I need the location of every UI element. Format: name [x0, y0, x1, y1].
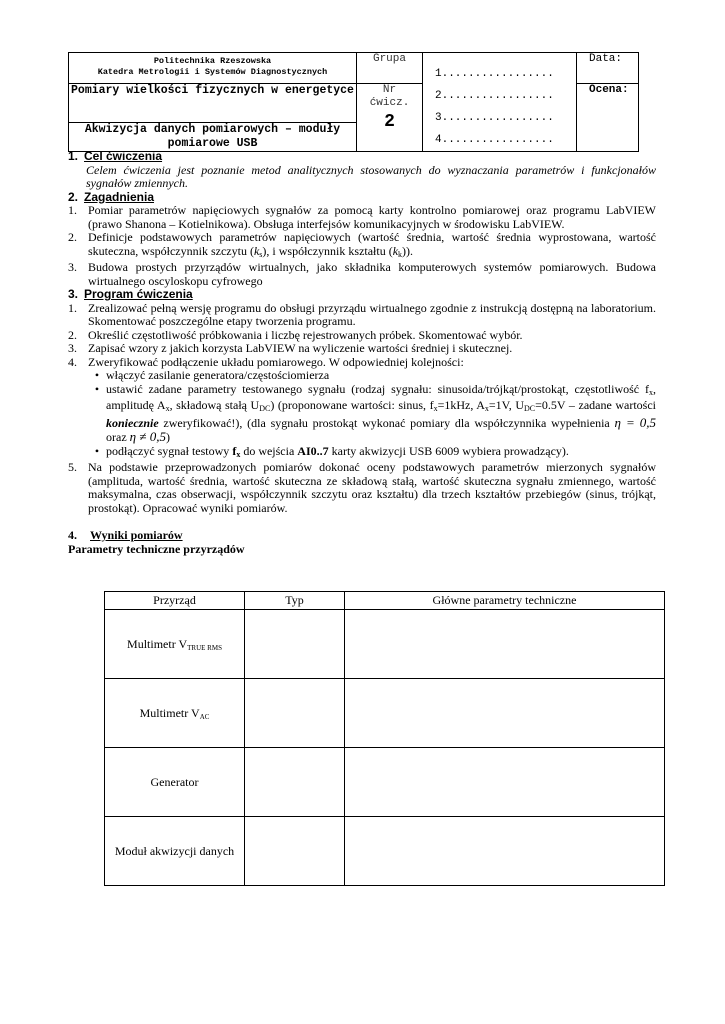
subject-cell: [69, 84, 357, 123]
section-4-title: Wyniki pomiarów: [90, 528, 183, 542]
column-header: Typ: [245, 592, 345, 610]
subject-title: Pomiary wielkości fizycznych w energetyce: [71, 84, 354, 97]
grade-label: Ocena:: [589, 84, 629, 96]
student-name-4: 4.................: [435, 134, 554, 146]
section-3-heading: 3. Program ćwiczenia: [68, 287, 193, 301]
exercise-number-label-1: Nr: [382, 84, 397, 96]
group-label: Grupa: [372, 53, 406, 65]
exercise-number-cell: [357, 84, 423, 152]
student-name-3: 3.................: [435, 112, 554, 124]
bullet-item: • włączyć zasilanie generatora/częstościomierza: [68, 369, 656, 383]
document-body: [68, 150, 656, 556]
list-item: 5. Na podstawie przeprowadzonych pomiarów dokonać oceny podstawowych parametrów mierzonych sygnałów (amplituda, wartość średnia, wartość skuteczna ze składową stałą, wartość skuteczna sygnału zmiennego, wartość maksymalna, czas obserwacji, współczynnik szczytu oraz kształtu) dla trzech kształtów przebiegów (sinus, trójkąt, prostokąt). Opracować wyniki pomiarów.: [68, 460, 656, 515]
table-row: [105, 748, 665, 817]
table-row: [105, 817, 665, 886]
section-2-title: Zagadnienia: [84, 189, 155, 204]
department-name: Katedra Metrologii i Systemów Diagnostycznych: [97, 67, 328, 77]
parameters-cell[interactable]: [345, 817, 665, 886]
exercise-title-cell: [69, 123, 357, 152]
date-cell: [577, 53, 639, 84]
section-2-heading: 2. Zagadnienia: [68, 189, 155, 204]
section-4-heading: 4. Wyniki pomiarów: [68, 528, 183, 542]
list-item: 3. Zapisać wzory z jakich korzysta LabVIEW na wyliczenie wartości średniej i skutecznej.: [68, 341, 513, 355]
type-cell[interactable]: [245, 679, 345, 748]
type-cell[interactable]: [245, 817, 345, 886]
header-table: [68, 52, 639, 152]
list-item: 4. Zweryfikować podłączenie układu pomiarowego. W odpowiedniej kolejności:: [68, 354, 464, 369]
column-header: Główne parametry techniczne: [345, 592, 665, 610]
bullet-icon: •: [94, 381, 100, 396]
bullet-icon: •: [94, 443, 100, 458]
section-1-title: Cel ćwiczenia: [84, 149, 163, 163]
list-item: 1. Zrealizować pełną wersję programu do obsługi przyrządu wirtualnego zgodnie z instrukcją dostępną na laboratorium. Skomentować poszczególne etapy tworzenia programu.: [68, 300, 656, 328]
date-label: Data:: [589, 53, 623, 65]
table-row: [105, 679, 665, 748]
list-item: 2. Definicje podstawowych parametrów napięciowych (wartość średnia, wartość średnia wyprostowana, wartość skuteczna, współczynnik szczytu $(k_s)$, i współczynnik kształtu $(k_k)$).: [68, 230, 656, 259]
institution-cell: [69, 53, 357, 84]
table-header-row: [105, 592, 665, 610]
table-row: [105, 610, 665, 679]
parameters-cell[interactable]: [345, 679, 665, 748]
type-cell[interactable]: [245, 610, 345, 679]
instrument-name: Multimetr $V_{TRUE RMS}$: [105, 610, 245, 679]
institution-name: Politechnika Rzeszowska: [153, 56, 272, 66]
names-cell: [423, 53, 577, 152]
bullet-item: • podłączyć sygnał testowy $f_x$ do wejścia AI0..7 karty akwizycji USB 6009 wybiera prowadzący).: [68, 445, 656, 462]
eta-equal-formula: η = 0,5: [614, 414, 656, 430]
exercise-title: Akwizycja danych pomiarowych – moduły pomiarowe USB: [84, 123, 341, 150]
instrument-name: Generator: [105, 748, 245, 817]
bullet-icon: •: [94, 368, 100, 382]
type-cell[interactable]: [245, 748, 345, 817]
instrument-name: Multimetr $V_{AC}$: [105, 679, 245, 748]
list-item: 1. Pomiar parametrów napięciowych sygnałów za pomocą karty kontrolno pomiarowej oraz programu LabVIEW (prawo Shanona – Kotielnikowa). Obsługa interfejsów komunikacyjnych w środowisku LabVIEW.: [68, 203, 656, 231]
exercise-number: 2: [384, 112, 395, 132]
column-header: Przyrząd: [105, 592, 245, 610]
exercise-number-label-2: ćwicz.: [369, 97, 410, 109]
list-item: 3. Budowa prostych przyrządów wirtualnych, jako składnika komputerowych systemów pomiarowych. Budowa wirtualnego oscyloskopu cyfrowego: [68, 260, 656, 288]
list-item: 2. Określić częstotliwość próbkowania i liczbę rejestrowanych próbek. Skomentować wybór.: [68, 327, 523, 342]
section-1-heading: 1. Cel ćwiczenia: [68, 149, 163, 163]
instruments-table: [104, 591, 665, 886]
parameters-cell[interactable]: [345, 748, 665, 817]
student-name-1: 1.................: [435, 68, 554, 80]
grade-cell: [577, 84, 639, 152]
section-4-subtitle: Parametry techniczne przyrządów: [68, 541, 245, 556]
bullet-item: • ustawić zadane parametry testowanego sygnału (rodzaj sygnału: sinusoida/trójkąt/prostokąt, częstotliwość $f_x$, amplitudę $A_x$, składową stałą $U_{DC}$) (proponowane wartości: sinus, $f_x=1kHz$, $A_x=1V$, $U_{DC}=0.5V$ – zadane wartości koniecznie zweryfikować!), (dla sygnału prostokąt wykonać pomiary dla współczynnika wypełnienia η = 0,5 oraz η ≠ 0,5): [68, 383, 656, 445]
instrument-name: Moduł akwizycji danych: [105, 817, 245, 886]
eta-notequal-formula: η ≠ 0,5: [129, 429, 166, 444]
student-name-2: 2.................: [435, 90, 554, 102]
parameters-cell[interactable]: [345, 610, 665, 679]
section-1-text: Celem ćwiczenia jest poznanie metod analitycznych stosowanych do wyznaczania parametrów i funkcjonałów sygnałów zmiennych.: [86, 162, 656, 190]
section-3-title: Program ćwiczenia: [84, 287, 193, 301]
group-cell: [357, 53, 423, 84]
